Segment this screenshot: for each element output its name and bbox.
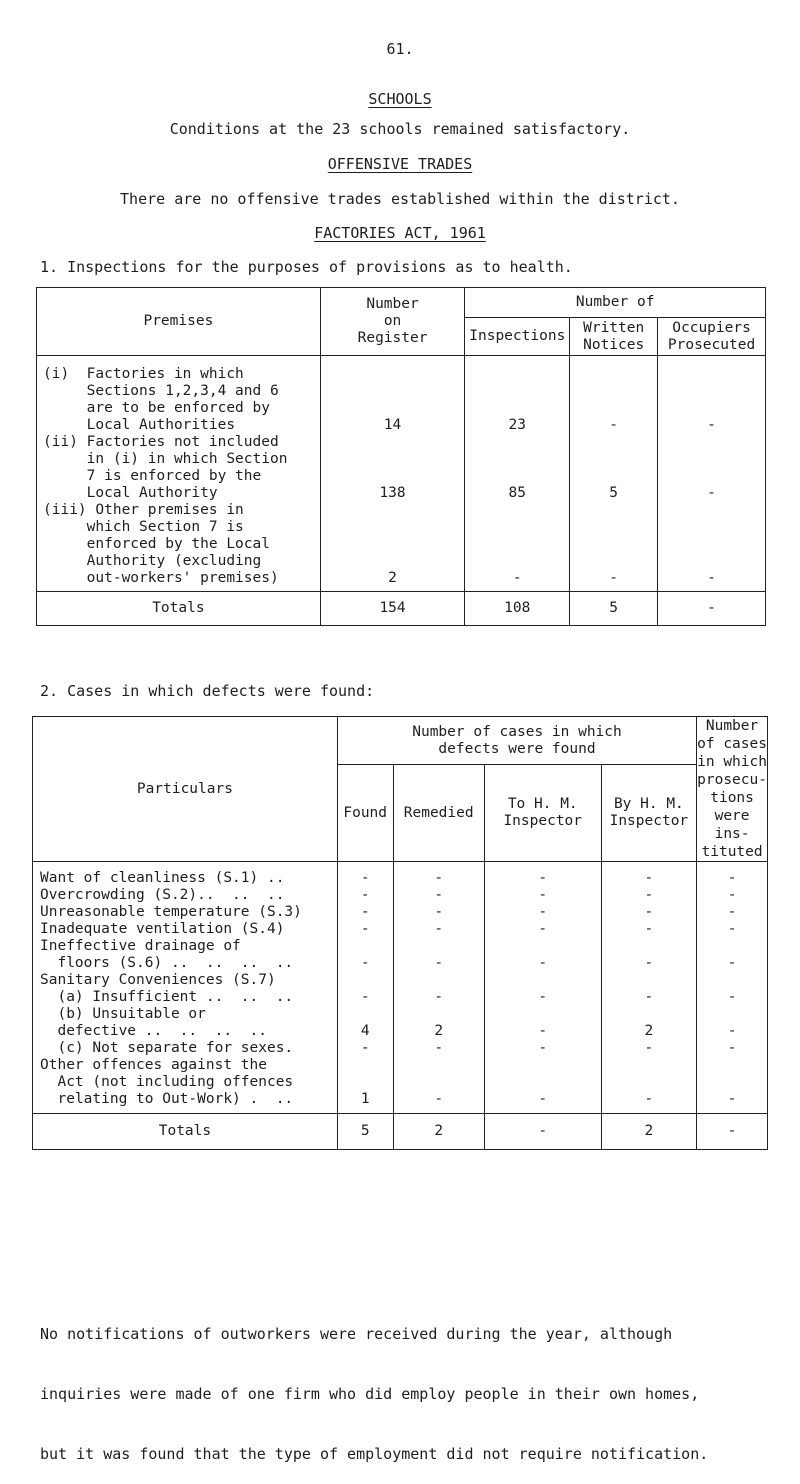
remedied-value: -	[434, 921, 444, 937]
particulars-line: defective .. .. .. ..	[40, 1023, 267, 1039]
to-hm-value: -	[538, 887, 548, 903]
found-value	[338, 1074, 393, 1091]
defects-totals-label: Totals	[33, 1114, 338, 1150]
found-value: -	[360, 870, 370, 886]
found-value	[338, 1057, 393, 1074]
register-column	[320, 356, 465, 592]
defects-totals-prosecuted: -	[697, 1114, 768, 1150]
header-found: Found	[337, 765, 393, 862]
particulars-line: (a) Insufficient .. .. ..	[40, 989, 294, 1005]
by-hm-value: -	[644, 921, 654, 937]
premises-line: in (i) in which Section	[43, 451, 288, 467]
prosecuted-column	[658, 356, 766, 592]
to-hm-value: -	[538, 1091, 548, 1107]
prosecutions-value: -	[727, 1091, 737, 1107]
particulars-line: Unreasonable temperature (S.3)	[40, 904, 302, 920]
premises-line: Local Authorities	[43, 417, 236, 433]
to-hm-value: -	[538, 955, 548, 971]
by-hm-value: -	[644, 904, 654, 920]
prosecutions-value: -	[727, 989, 737, 1005]
totals-prosecuted: -	[658, 592, 766, 626]
inspections-table	[36, 287, 766, 626]
found-column	[337, 862, 393, 1114]
premises-line: (iii) Other premises in	[43, 502, 244, 518]
prosecuted-value: -	[707, 570, 716, 586]
by-hm-value	[602, 1057, 696, 1074]
inspections-column	[465, 356, 570, 592]
particulars-line: Inadequate ventilation (S.4)	[40, 921, 285, 937]
remedied-value: -	[434, 1091, 444, 1107]
particulars-line: floors (S.6) .. .. .. ..	[40, 955, 294, 971]
inspections-value: 23	[508, 417, 527, 433]
remedied-value: -	[434, 887, 444, 903]
premises-line: 7 is enforced by the	[43, 468, 262, 484]
header-particulars: Particulars	[33, 717, 338, 862]
header-premises: Premises	[37, 288, 321, 356]
particulars-line: (b) Unsuitable or	[40, 1006, 206, 1022]
totals-label: Totals	[37, 592, 321, 626]
remedied-value	[394, 972, 484, 989]
note-line: but it was found that the type of employment did not require notification.	[40, 1445, 709, 1463]
by-hm-value: -	[644, 989, 654, 1005]
schools-heading: SCHOOLS	[368, 90, 432, 108]
note-line: inquiries were made of one firm who did employ people in their own homes,	[40, 1385, 700, 1403]
to-hm-value	[485, 1057, 601, 1074]
remedied-value: -	[434, 1040, 444, 1056]
found-value: -	[360, 887, 370, 903]
defects-totals-by-hm: 2	[601, 1114, 696, 1150]
remedied-value	[394, 1074, 484, 1091]
prosecutions-value: -	[727, 870, 737, 886]
premises-line: out-workers' premises)	[43, 570, 279, 586]
found-value: 4	[360, 1023, 370, 1039]
found-value: -	[360, 989, 370, 1005]
remedied-value: -	[434, 870, 444, 886]
header-by-hm-inspector: By H. M. Inspector	[601, 765, 696, 862]
remedied-value: -	[434, 904, 444, 920]
remedied-value: -	[434, 955, 444, 971]
factories-act-heading: FACTORIES ACT, 1961	[314, 224, 486, 242]
prosecutions-value	[697, 938, 767, 955]
remedied-value	[394, 938, 484, 955]
by-hm-column	[601, 862, 696, 1114]
by-hm-value	[602, 1074, 696, 1091]
header-occupiers-prosecuted: Occupiers Prosecuted	[658, 318, 766, 356]
found-value: -	[360, 921, 370, 937]
notices-value: -	[609, 570, 619, 586]
inspections-value: -	[512, 570, 522, 586]
to-hm-value	[485, 938, 601, 955]
totals-register: 154	[320, 592, 465, 626]
prosecutions-value: -	[727, 904, 737, 920]
offensive-trades-text: There are no offensive trades established within the district.	[120, 190, 680, 208]
particulars-list	[33, 862, 338, 1114]
prosecutions-value: -	[727, 955, 737, 971]
found-value: -	[360, 955, 370, 971]
offensive-trades-heading: OFFENSIVE TRADES	[327, 155, 473, 173]
prosecutions-value: -	[727, 1040, 737, 1056]
remedied-value	[394, 1057, 484, 1074]
premises-line: (i) Factories in which	[43, 366, 244, 382]
totals-inspections: 108	[465, 592, 570, 626]
by-hm-value: -	[644, 1040, 654, 1056]
defects-totals-remedied: 2	[393, 1114, 484, 1150]
defects-totals-found: 5	[337, 1114, 393, 1150]
notices-column	[570, 356, 658, 592]
found-value	[338, 972, 393, 989]
notices-value: -	[609, 417, 619, 433]
prosecutions-value: -	[727, 887, 737, 903]
found-value	[338, 1006, 393, 1023]
prosecutions-value	[697, 1074, 767, 1091]
header-number-of-cases: Number of cases in which defects were found	[337, 717, 696, 765]
prosecutions-value	[697, 1057, 767, 1074]
defects-totals-to-hm: -	[484, 1114, 601, 1150]
by-hm-value: -	[644, 955, 654, 971]
header-to-hm-inspector: To H. M. Inspector	[484, 765, 601, 862]
header-prosecutions: Number of cases in which prosecu- tions were ins- tituted	[697, 718, 767, 860]
by-hm-value	[602, 938, 696, 955]
to-hm-value: -	[538, 1040, 548, 1056]
particulars-line: relating to Out-Work) . ..	[40, 1091, 294, 1107]
to-hm-value	[485, 972, 601, 989]
by-hm-value: 2	[644, 1023, 654, 1039]
header-inspections: Inspections	[465, 318, 570, 356]
totals-notices: 5	[570, 592, 658, 626]
premises-line: Sections 1,2,3,4 and 6	[43, 383, 279, 399]
found-value: 1	[360, 1091, 370, 1107]
defects-table	[32, 716, 768, 1150]
to-hm-value: -	[538, 989, 548, 1005]
particulars-line: Ineffective drainage of	[40, 938, 241, 954]
to-hm-value: -	[538, 870, 548, 886]
outworkers-note	[40, 1284, 780, 1484]
register-value: 14	[383, 417, 402, 433]
header-number-of: Number of	[465, 288, 766, 318]
by-hm-value: -	[644, 870, 654, 886]
inspections-title: 1. Inspections for the purposes of provisions as to health.	[40, 258, 573, 276]
prosecuted-value: -	[707, 417, 716, 433]
premises-line: Local Authority	[43, 485, 218, 501]
by-hm-value: -	[644, 887, 654, 903]
remedied-value	[394, 1006, 484, 1023]
to-hm-value: -	[538, 904, 548, 920]
by-hm-value	[602, 1006, 696, 1023]
premises-line: which Section 7 is	[43, 519, 244, 535]
schools-text: Conditions at the 23 schools remained satisfactory.	[169, 120, 631, 138]
found-value: -	[360, 1040, 370, 1056]
to-hm-value: -	[538, 1023, 548, 1039]
premises-line: are to be enforced by	[43, 400, 270, 416]
note-line: No notifications of outworkers were received during the year, although	[40, 1325, 673, 1343]
to-hm-value: -	[538, 921, 548, 937]
register-value: 138	[379, 485, 406, 501]
prosecutions-column	[697, 862, 768, 1114]
particulars-line: Overcrowding (S.2).. .. ..	[40, 887, 285, 903]
register-value: 2	[388, 570, 397, 586]
defects-title: 2. Cases in which defects were found:	[40, 682, 375, 700]
premises-line: Authority (excluding	[43, 553, 262, 569]
prosecutions-value: -	[727, 921, 737, 937]
prosecuted-value: -	[707, 485, 716, 501]
header-remedied: Remedied	[393, 765, 484, 862]
premises-line: (ii) Factories not included	[43, 434, 279, 450]
notices-value: 5	[609, 485, 619, 501]
header-written-notices: Written Notices	[570, 318, 658, 356]
found-value: -	[360, 904, 370, 920]
particulars-line: (c) Not separate for sexes.	[40, 1040, 294, 1056]
premises-line: enforced by the Local	[43, 536, 270, 552]
remedied-value: -	[434, 989, 444, 1005]
particulars-line: Sanitary Conveniences (S.7)	[40, 972, 276, 988]
page-number: 61.	[386, 40, 414, 58]
to-hm-value	[485, 1074, 601, 1091]
found-value	[338, 938, 393, 955]
prosecutions-value	[697, 972, 767, 989]
remedied-value: 2	[434, 1023, 444, 1039]
to-hm-value	[485, 1006, 601, 1023]
particulars-line: Other offences against the	[40, 1057, 267, 1073]
prosecutions-value	[697, 1006, 767, 1023]
inspections-value: 85	[508, 485, 527, 501]
header-number-on-register: Number on Register	[320, 288, 465, 356]
prosecutions-value: -	[727, 1023, 737, 1039]
particulars-line: Want of cleanliness (S.1) ..	[40, 870, 285, 886]
premises-list	[37, 356, 321, 592]
to-hm-column	[484, 862, 601, 1114]
particulars-line: Act (not including offences	[40, 1074, 294, 1090]
by-hm-value	[602, 972, 696, 989]
remedied-column	[393, 862, 484, 1114]
by-hm-value: -	[644, 1091, 654, 1107]
